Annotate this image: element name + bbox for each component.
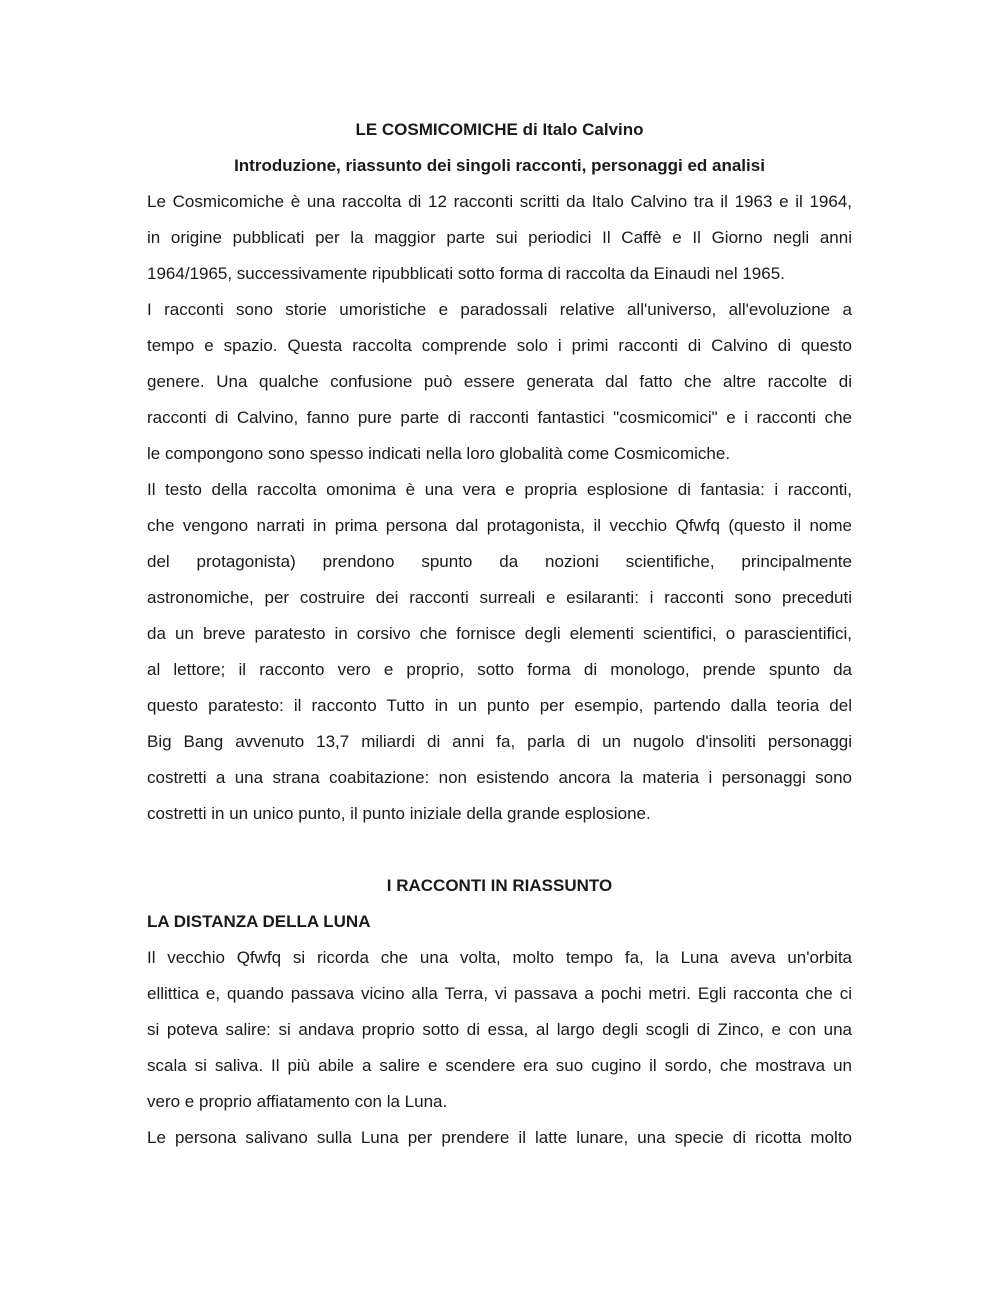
intro-paragraph-1 <box>147 184 852 292</box>
text-line: da un breve paratesto in corsivo che fornisce degli elementi scientifici, o parascientifici, <box>147 624 852 643</box>
blank-line <box>147 832 852 868</box>
story-paragraph-1 <box>147 940 852 1120</box>
text-line: al lettore; il racconto vero e proprio, sotto forma di monologo, prende spunto da <box>147 660 852 679</box>
story-heading: LA DISTANZA DELLA LUNA <box>147 912 371 931</box>
text-line: questo paratesto: il racconto Tutto in un punto per esempio, partendo dalla teoria del <box>147 696 852 715</box>
document-page <box>147 112 852 1156</box>
text-line: del protagonista) prendono spunto da nozioni scientifiche, principalmente <box>147 552 852 571</box>
intro-paragraph-3 <box>147 472 852 832</box>
text-line: Big Bang avvenuto 13,7 miliardi di anni fa, parla di un nugolo d'insoliti personaggi <box>147 732 852 751</box>
document-subtitle: Introduzione, riassunto dei singoli racconti, personaggi ed analisi <box>234 156 765 175</box>
text-line: scala si saliva. Il più abile a salire e scendere era suo cugino il sordo, che mostrava un <box>147 1056 852 1075</box>
text-line: astronomiche, per costruire dei racconti surreali e esilaranti: i racconti sono preceduti <box>147 588 852 607</box>
text-line: 1964/1965, successivamente ripubblicati sotto forma di raccolta da Einaudi nel 1965. <box>147 264 785 283</box>
text-line: vero e proprio affiatamento con la Luna. <box>147 1092 448 1111</box>
text-line: si poteva salire: si andava proprio sotto di essa, al largo degli scogli di Zinco, e con una <box>147 1020 852 1039</box>
text-line: che vengono narrati in prima persona dal protagonista, il vecchio Qfwfq (questo il nome <box>147 516 852 535</box>
text-line: costretti a una strana coabitazione: non esistendo ancora la materia i personaggi sono <box>147 768 852 787</box>
document-title: LE COSMICOMICHE di Italo Calvino <box>355 120 644 139</box>
text-line: ellittica e, quando passava vicino alla Terra, vi passava a pochi metri. Egli racconta che ci <box>147 984 852 1003</box>
text-line: Le Cosmicomiche è una raccolta di 12 racconti scritti da Italo Calvino tra il 1963 e il 1964, <box>147 192 852 211</box>
text-line: costretti in un unico punto, il punto iniziale della grande esplosione. <box>147 804 651 823</box>
text-line: Il vecchio Qfwfq si ricorda che una volta, molto tempo fa, la Luna aveva un'orbita <box>147 948 852 967</box>
text-line: genere. Una qualche confusione può essere generata dal fatto che altre raccolte di <box>147 372 852 391</box>
section-title: I RACCONTI IN RIASSUNTO <box>386 876 613 895</box>
text-line: Il testo della raccolta omonima è una vera e propria esplosione di fantasia: i racconti, <box>147 480 852 499</box>
text-line: in origine pubblicati per la maggior parte sui periodici Il Caffè e Il Giorno negli anni <box>147 228 852 247</box>
text-line: Le persona salivano sulla Luna per prendere il latte lunare, una specie di ricotta molto <box>147 1128 852 1147</box>
text-line: racconti di Calvino, fanno pure parte di racconti fantastici "cosmicomici" e i racconti che <box>147 408 852 427</box>
intro-paragraph-2 <box>147 292 852 472</box>
story-paragraph-2 <box>147 1120 852 1156</box>
text-line: I racconti sono storie umoristiche e paradossali relative all'universo, all'evoluzione a <box>147 300 852 319</box>
text-line: tempo e spazio. Questa raccolta comprende solo i primi racconti di Calvino di questo <box>147 336 852 355</box>
text-line: le compongono sono spesso indicati nella loro globalità come Cosmicomiche. <box>147 444 731 463</box>
